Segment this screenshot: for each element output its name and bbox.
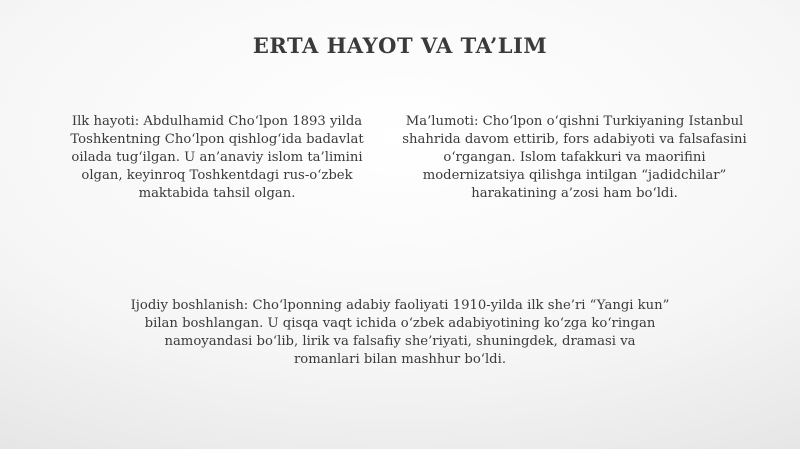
early-life-text: Ilk hayoti: Abdulhamid Cho‘lpon 1893 yilda Toshkentning Cho‘lpon qishlog‘ida badavlat oilada tug‘ilgan. U an’anaviy islom ta’limini olgan, keyinroq Toshkentdagi rus-o‘zbek maktabida tahsil olgan. — [70, 114, 364, 201]
creative-start-text: Ijodiy boshlanish: Cho‘lponning adabiy faoliyati 1910-yilda ilk she’ri “Yangi kun” bilan boshlangan. U qisqa vaqt ichida o‘zbek adabiyotining ko‘zga ko‘ringan namoyandasi bo‘lib, lirik va falsafiy she’riyati, shuningdek, dramasi va romanlari bilan mashhur bo‘ldi. — [130, 298, 670, 367]
education-text: Ma’lumoti: Cho‘lpon o‘qishni Turkiyaning Istanbul shahrida davom ettirib, fors adabiyoti va falsafasini o‘rgangan. Islom tafakkuri va maorifini modernizatsiya qilishga intilgan “jadidchilar” harakatining a’zosi ham bo‘ldi. — [402, 114, 747, 201]
slide-title: ERTA HAYOT VA TA’LIM — [252, 33, 548, 58]
